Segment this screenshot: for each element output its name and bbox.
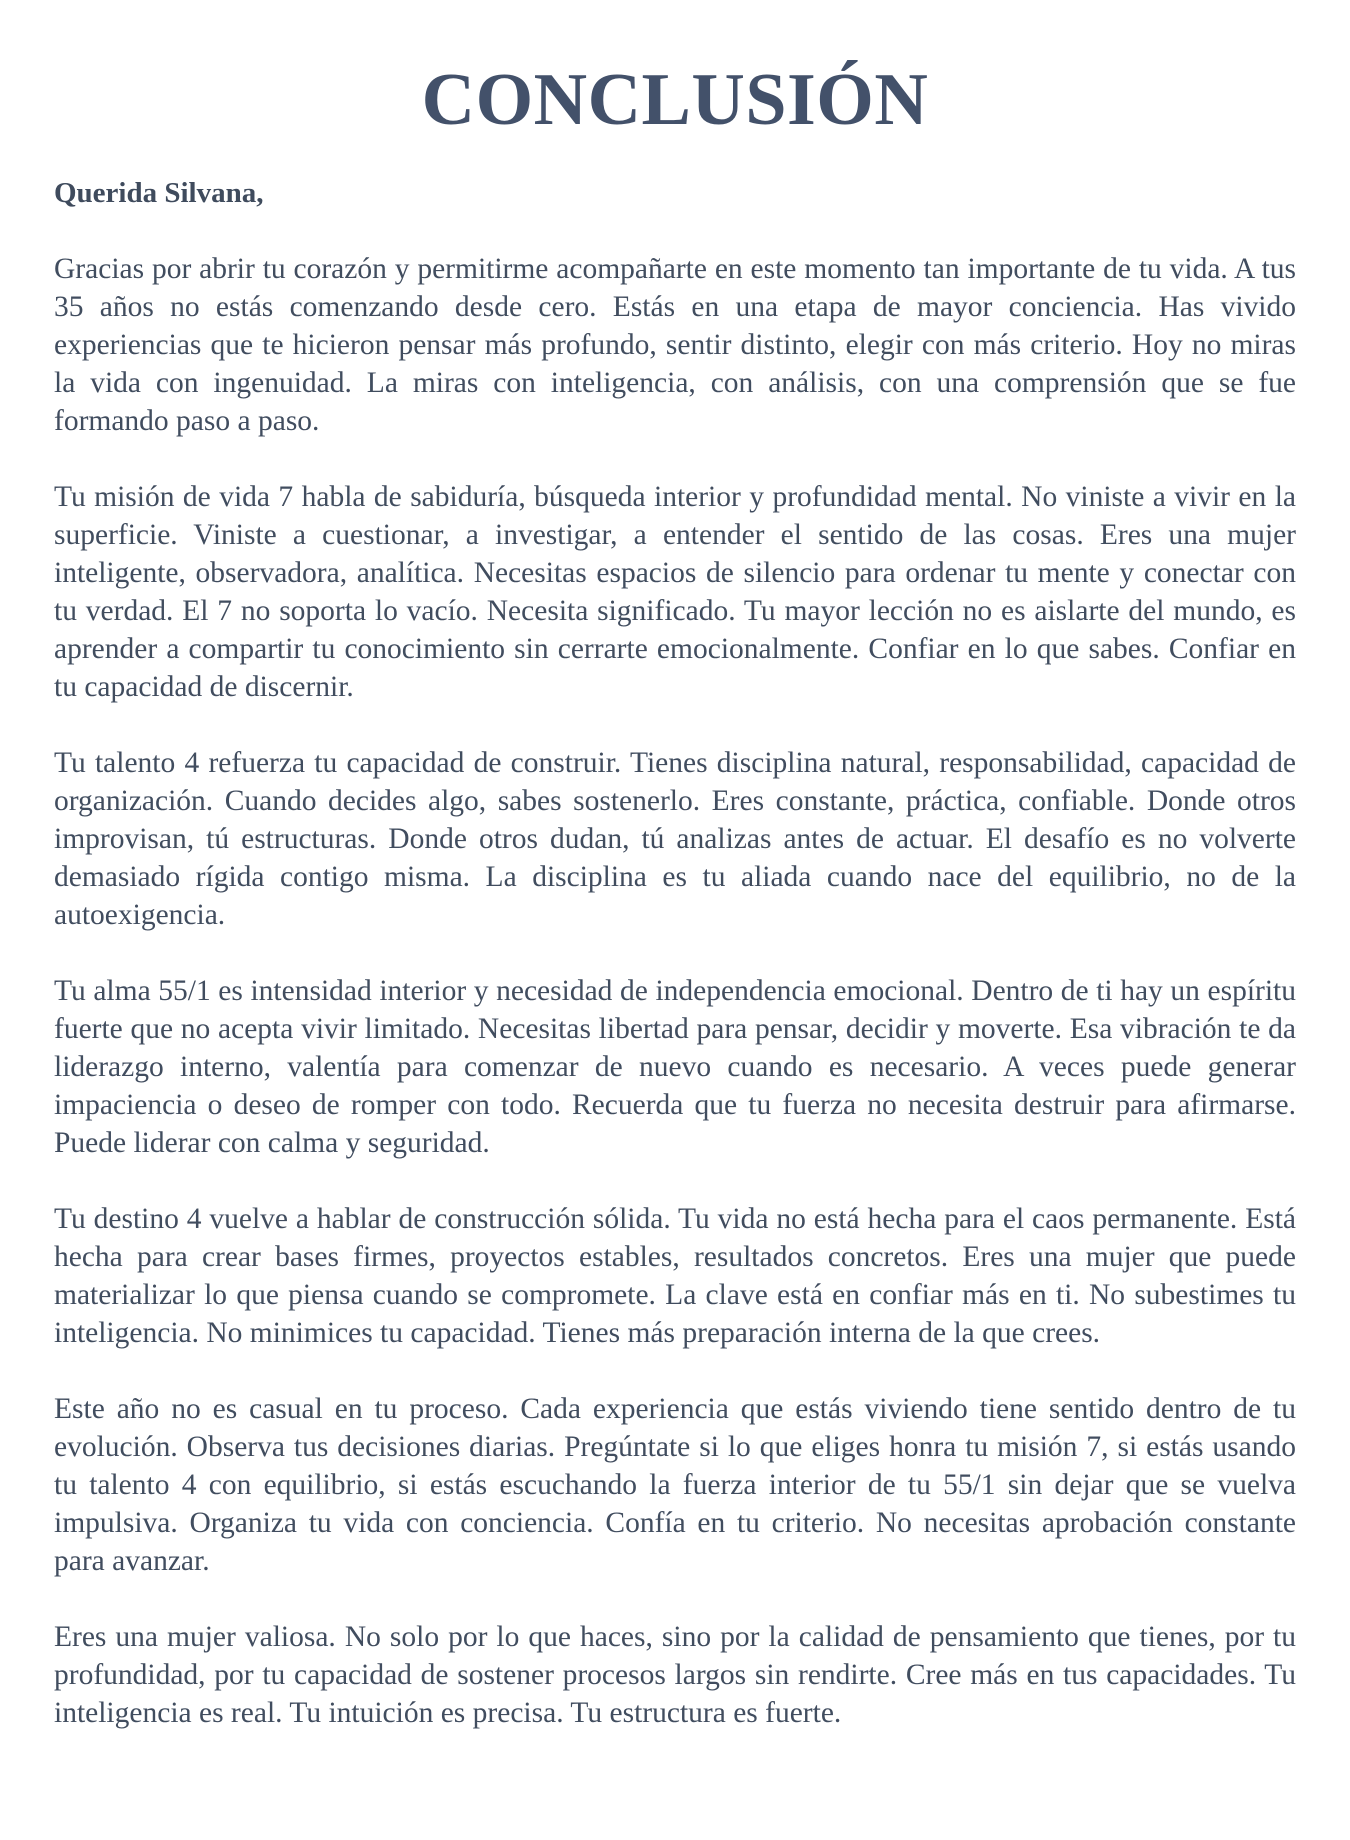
greeting: Querida Silvana, [54,177,264,209]
paragraph-destino-4: Tu destino 4 vuelve a hablar de construcción sólida. Tu vida no está hecha para el caos permanente. Está hecha para crear bases firmes, proyectos estables, resultados concretos. Eres una mujer que puede materializar lo que piensa cuando se compromete. La clave está en confiar más en ti. No subestimes tu inteligencia. No minimices tu capacidad. Tienes más preparación interna de la que crees. [54,1203,1296,1349]
document-title: CONCLUSIÓN [421,59,929,141]
paragraph-gratitude: Gracias por abrir tu corazón y permitirme acompañarte en este momento tan importante de tu vida. A tus 35 años no estás comenzando desde cero. Estás en una etapa de mayor conciencia. Has vivido experiencias que te hicieron pensar más profundo, sentir distinto, elegir con más criterio. Hoy no miras la vida con ingenuidad. La miras con inteligencia, con análisis, con una comprensión que se fue formando paso a paso. [54,253,1296,437]
paragraph-mujer-valiosa: Eres una mujer valiosa. No solo por lo que haces, sino por la calidad de pensamiento que tienes, por tu profundidad, por tu capacidad de sostener procesos largos sin rendirte. Cree más en tus capacidades. Tu inteligencia es real. Tu intuición es precisa. Tu estructura es fuerte. [54,1621,1296,1729]
paragraph-mision-7: Tu misión de vida 7 habla de sabiduría, búsqueda interior y profundidad mental. No viniste a vivir en la superficie. Viniste a cuestionar, a investigar, a entender el sentido de las cosas. Eres una mujer inteligente, observadora, analítica. Necesitas espacios de silencio para ordenar tu mente y conectar con tu verdad. El 7 no soporta lo vacío. Necesita significado. Tu mayor lección no es aislarte del mundo, es aprender a compartir tu conocimiento sin cerrarte emocionalmente. Confiar en lo que sabes. Confiar en tu capacidad de discernir. [54,481,1296,703]
paragraph-talento-4: Tu talento 4 refuerza tu capacidad de construir. Tienes disciplina natural, responsabilidad, capacidad de organización. Cuando decides algo, sabes sostenerlo. Eres constante, práctica, confiable. Donde otros improvisan, tú estructuras. Donde otros dudan, tú analizas antes de actuar. El desafío es no volverte demasiado rígida contigo misma. La disciplina es tu aliada cuando nace del equilibrio, no de la autoexigencia. [54,747,1296,931]
paragraph-este-ano: Este año no es casual en tu proceso. Cada experiencia que estás viviendo tiene sentido dentro de tu evolución. Observa tus decisiones diarias. Pregúntate si lo que eliges honra tu misión 7, si estás usando tu talento 4 con equilibrio, si estás escuchando la fuerza interior de tu 55/1 sin dejar que se vuelva impulsiva. Organiza tu vida con conciencia. Confía en tu criterio. No necesitas aprobación constante para avanzar. [54,1393,1296,1577]
paragraph-alma-55-1: Tu alma 55/1 es intensidad interior y necesidad de independencia emocional. Dentro de ti hay un espíritu fuerte que no acepta vivir limitado. Necesitas libertad para pensar, decidir y moverte. Esa vibración te da liderazgo interno, valentía para comenzar de nuevo cuando es necesario. A veces puede generar impaciencia o deseo de romper con todo. Recuerda que tu fuerza no necesita destruir para afirmarse. Puede liderar con calma y seguridad. [54,975,1296,1159]
